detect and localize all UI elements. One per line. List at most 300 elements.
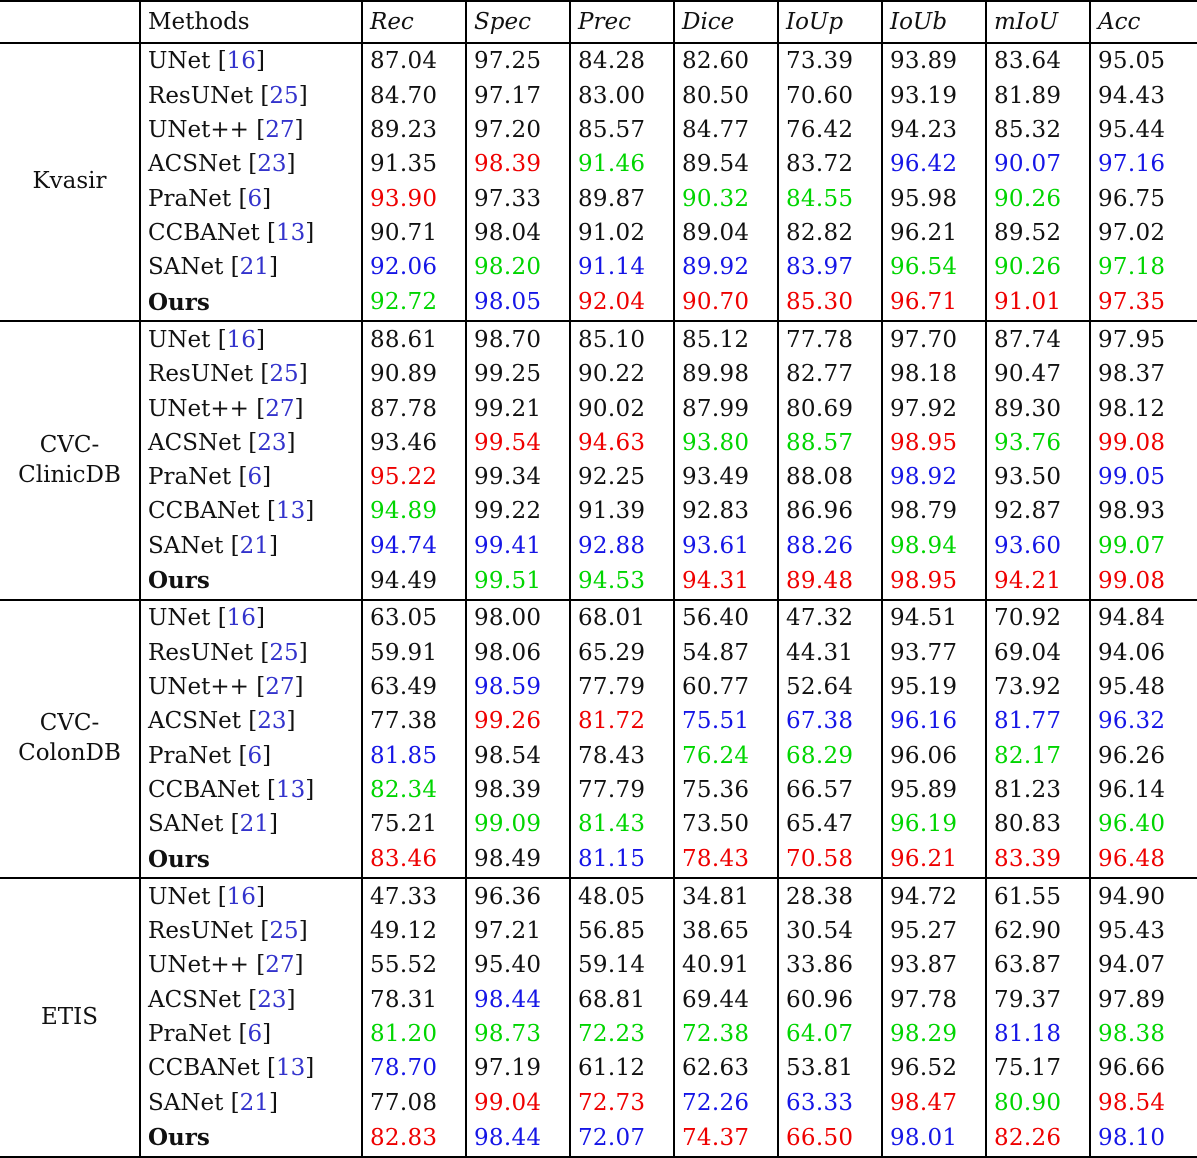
method-cell <box>140 773 362 807</box>
metric-value: 93.87 <box>882 948 986 982</box>
metric-value: 98.01 <box>882 1120 986 1157</box>
citation-bracket-open: [ <box>217 883 227 910</box>
table-row <box>0 494 1197 528</box>
citation-bracket-open: [ <box>260 918 270 945</box>
metric-header-acc: Acc <box>1090 1 1197 43</box>
method-name: UNet++ <box>148 952 249 979</box>
metric-value: 82.82 <box>778 216 882 250</box>
metric-value: 85.32 <box>986 113 1090 147</box>
metric-value: 63.33 <box>778 1086 882 1120</box>
metric-value: 56.40 <box>674 600 778 636</box>
citation-bracket-open: [ <box>256 395 266 422</box>
metric-value: 86.96 <box>778 494 882 528</box>
metric-value: 91.39 <box>570 494 674 528</box>
metric-value: 80.90 <box>986 1086 1090 1120</box>
metric-value: 89.04 <box>674 216 778 250</box>
citation-link[interactable]: 16 <box>226 48 256 75</box>
metric-value: 98.54 <box>1090 1086 1197 1120</box>
citation-bracket-open: [ <box>238 1021 248 1048</box>
citation-bracket-close: ] <box>262 464 272 491</box>
metric-value: 88.26 <box>778 529 882 563</box>
metric-value: 95.44 <box>1090 113 1197 147</box>
metric-value: 54.87 <box>674 636 778 670</box>
metric-value: 77.78 <box>778 321 882 357</box>
citation-link[interactable]: 23 <box>257 986 287 1013</box>
method-cell <box>140 1086 362 1120</box>
method-cell <box>140 321 362 357</box>
citation-bracket-close: ] <box>286 708 296 735</box>
citation-bracket-open: [ <box>267 498 276 525</box>
dataset-label-cvc-clinicdb <box>0 321 140 599</box>
metric-value: 89.87 <box>570 182 674 216</box>
citation-bracket-close: ] <box>286 429 296 456</box>
metric-value: 87.99 <box>674 391 778 425</box>
metric-value: 98.95 <box>882 426 986 460</box>
table-row <box>0 704 1197 738</box>
metric-value: 96.42 <box>882 147 986 181</box>
metric-value: 93.60 <box>986 529 1090 563</box>
citation-bracket-close: ] <box>255 605 265 632</box>
metric-value: 93.49 <box>674 460 778 494</box>
citation-bracket-open: [ <box>217 48 227 75</box>
metric-value: 84.55 <box>778 182 882 216</box>
metric-value: 99.21 <box>466 391 570 425</box>
metric-value: 99.08 <box>1090 563 1197 600</box>
metric-value: 73.39 <box>778 43 882 79</box>
citation-link[interactable]: 13 <box>275 1055 306 1082</box>
metric-value: 94.84 <box>1090 600 1197 636</box>
citation-link[interactable]: 25 <box>269 918 299 945</box>
method-name: UNet++ <box>148 395 249 422</box>
metric-value: 48.05 <box>570 878 674 914</box>
metric-value: 97.21 <box>466 914 570 948</box>
metric-value: 90.26 <box>986 182 1090 216</box>
metric-value: 98.00 <box>466 600 570 636</box>
metric-value: 81.15 <box>570 841 674 878</box>
citation-link[interactable]: 21 <box>239 254 269 281</box>
citation-link[interactable]: 27 <box>265 952 295 979</box>
metric-value: 96.48 <box>1090 841 1197 878</box>
metric-value: 83.97 <box>778 250 882 284</box>
citation-link[interactable]: 27 <box>265 395 295 422</box>
table-row <box>0 600 1197 636</box>
metric-value: 98.92 <box>882 460 986 494</box>
metric-value: 73.92 <box>986 670 1090 704</box>
method-cell <box>140 285 362 322</box>
method-name: ResUNet <box>148 639 254 666</box>
metric-value: 87.74 <box>986 321 1090 357</box>
citation-link[interactable]: 13 <box>275 776 306 803</box>
citation-link[interactable]: 21 <box>239 811 269 838</box>
metric-header-ioup: IoUp <box>778 1 882 43</box>
metric-value: 98.93 <box>1090 494 1197 528</box>
dataset-label-line: ETIS <box>41 1003 98 1030</box>
metric-value: 65.47 <box>778 807 882 841</box>
metric-value: 99.41 <box>466 529 570 563</box>
metric-value: 55.52 <box>362 948 466 982</box>
metric-value: 81.23 <box>986 773 1090 807</box>
method-cell <box>140 1017 362 1051</box>
metric-value: 90.70 <box>674 285 778 322</box>
metric-value: 72.07 <box>570 1120 674 1157</box>
metric-value: 47.33 <box>362 878 466 914</box>
metric-value: 98.49 <box>466 841 570 878</box>
metric-value: 92.72 <box>362 285 466 322</box>
metric-value: 89.30 <box>986 391 1090 425</box>
method-cell <box>140 914 362 948</box>
citation-link[interactable]: 6 <box>247 185 263 212</box>
metric-value: 97.78 <box>882 983 986 1017</box>
metric-value: 78.43 <box>570 738 674 772</box>
metric-value: 60.77 <box>674 670 778 704</box>
citation-bracket-close: ] <box>255 883 265 910</box>
metric-value: 98.04 <box>466 216 570 250</box>
metric-value: 47.32 <box>778 600 882 636</box>
metric-value: 52.64 <box>778 670 882 704</box>
metric-value: 90.47 <box>986 357 1090 391</box>
metric-value: 98.95 <box>882 563 986 600</box>
citation-bracket-open: [ <box>256 674 266 700</box>
metric-value: 85.30 <box>778 285 882 322</box>
citation-link[interactable]: 16 <box>226 883 256 910</box>
citation-bracket-close: ] <box>286 151 296 178</box>
metric-value: 87.04 <box>362 43 466 79</box>
metric-value: 90.71 <box>362 216 466 250</box>
metric-value: 38.65 <box>674 914 778 948</box>
citation-link[interactable]: 25 <box>269 639 299 666</box>
metric-value: 90.02 <box>570 391 674 425</box>
metric-header-rec: Rec <box>362 1 466 43</box>
citation-link[interactable]: 23 <box>257 708 287 735</box>
metric-value: 98.44 <box>466 983 570 1017</box>
method-cell <box>140 1051 362 1085</box>
citation-bracket-open: [ <box>256 117 266 144</box>
metric-value: 98.54 <box>466 738 570 772</box>
citation-bracket-open: [ <box>267 220 276 247</box>
table-body <box>0 43 1197 1157</box>
table-row <box>0 357 1197 391</box>
metric-value: 97.25 <box>466 43 570 79</box>
citation-bracket-close: ] <box>305 498 315 525</box>
method-cell <box>140 738 362 772</box>
metric-value: 99.26 <box>466 704 570 738</box>
metric-value: 94.49 <box>362 563 466 600</box>
metric-value: 88.61 <box>362 321 466 357</box>
method-name: CCBANet <box>148 776 260 803</box>
metric-value: 95.22 <box>362 460 466 494</box>
metric-value: 96.26 <box>1090 738 1197 772</box>
method-name: ACSNet <box>148 708 241 735</box>
citation-bracket-open: [ <box>248 986 258 1013</box>
metric-value: 77.79 <box>570 670 674 704</box>
citation-link[interactable]: 16 <box>226 326 256 353</box>
metric-value: 81.72 <box>570 704 674 738</box>
metric-value: 99.09 <box>466 807 570 841</box>
citation-link[interactable]: 27 <box>265 674 295 700</box>
metric-value: 93.77 <box>882 636 986 670</box>
metric-value: 96.36 <box>466 878 570 914</box>
metric-value: 96.54 <box>882 250 986 284</box>
metric-value: 69.44 <box>674 983 778 1017</box>
metric-value: 70.60 <box>778 79 882 113</box>
citation-bracket-close: ] <box>268 254 278 281</box>
metric-value: 99.25 <box>466 357 570 391</box>
metric-value: 81.77 <box>986 704 1090 738</box>
citation-bracket-open: [ <box>230 254 240 281</box>
metric-value: 65.29 <box>570 636 674 670</box>
table-row <box>0 738 1197 772</box>
metric-value: 96.40 <box>1090 807 1197 841</box>
metric-value: 33.86 <box>778 948 882 982</box>
metric-value: 98.47 <box>882 1086 986 1120</box>
metric-value: 96.16 <box>882 704 986 738</box>
metric-value: 76.42 <box>778 113 882 147</box>
metric-value: 93.90 <box>362 182 466 216</box>
method-name: CCBANet <box>148 220 260 247</box>
metric-value: 70.92 <box>986 600 1090 636</box>
metric-value: 81.89 <box>986 79 1090 113</box>
metric-value: 93.89 <box>882 43 986 79</box>
metric-value: 66.57 <box>778 773 882 807</box>
citation-link[interactable]: 6 <box>247 464 263 491</box>
citation-link[interactable]: 6 <box>247 742 263 769</box>
metric-value: 67.38 <box>778 704 882 738</box>
metric-value: 84.28 <box>570 43 674 79</box>
metric-value: 83.72 <box>778 147 882 181</box>
method-cell <box>140 43 362 79</box>
metric-value: 89.23 <box>362 113 466 147</box>
metric-value: 88.08 <box>778 460 882 494</box>
metric-value: 91.01 <box>986 285 1090 322</box>
metric-value: 94.53 <box>570 563 674 600</box>
metric-value: 72.23 <box>570 1017 674 1051</box>
metric-value: 94.43 <box>1090 79 1197 113</box>
citation-link[interactable]: 23 <box>257 429 287 456</box>
metric-value: 99.05 <box>1090 460 1197 494</box>
metric-value: 81.18 <box>986 1017 1090 1051</box>
metric-value: 93.76 <box>986 426 1090 460</box>
dataset-label-etis <box>0 878 140 1157</box>
metric-value: 85.57 <box>570 113 674 147</box>
metric-value: 99.22 <box>466 494 570 528</box>
metric-value: 90.89 <box>362 357 466 391</box>
table-row <box>0 983 1197 1017</box>
metric-value: 89.92 <box>674 250 778 284</box>
method-name: Ours <box>148 288 210 316</box>
metric-value: 59.14 <box>570 948 674 982</box>
method-cell <box>140 79 362 113</box>
table-row <box>0 636 1197 670</box>
metric-value: 40.91 <box>674 948 778 982</box>
metric-value: 90.07 <box>986 147 1090 181</box>
table-row <box>0 841 1197 878</box>
metric-value: 97.89 <box>1090 983 1197 1017</box>
metric-value: 34.81 <box>674 878 778 914</box>
metric-value: 85.10 <box>570 321 674 357</box>
table-row <box>0 1086 1197 1120</box>
metric-value: 72.26 <box>674 1086 778 1120</box>
metric-value: 68.29 <box>778 738 882 772</box>
metric-value: 96.19 <box>882 807 986 841</box>
metric-value: 97.18 <box>1090 250 1197 284</box>
metric-value: 98.18 <box>882 357 986 391</box>
table-row <box>0 460 1197 494</box>
metric-value: 68.81 <box>570 983 674 1017</box>
citation-link[interactable]: 23 <box>257 151 287 178</box>
metric-value: 59.91 <box>362 636 466 670</box>
dataset-label-kvasir <box>0 43 140 321</box>
citation-link[interactable]: 16 <box>226 605 256 632</box>
citation-link[interactable]: 25 <box>269 361 299 388</box>
method-cell <box>140 147 362 181</box>
metric-header-spec: Spec <box>466 1 570 43</box>
table-row <box>0 321 1197 357</box>
citation-bracket-open: [ <box>260 361 270 388</box>
metric-value: 76.24 <box>674 738 778 772</box>
metric-value: 62.63 <box>674 1051 778 1085</box>
metric-value: 82.26 <box>986 1120 1090 1157</box>
table-row <box>0 563 1197 600</box>
metric-header-ioub: IoUb <box>882 1 986 43</box>
metric-value: 93.19 <box>882 79 986 113</box>
method-name: CCBANet <box>148 1055 260 1082</box>
metric-value: 82.60 <box>674 43 778 79</box>
citation-link[interactable]: 21 <box>239 532 269 559</box>
table-row <box>0 529 1197 563</box>
metric-value: 81.85 <box>362 738 466 772</box>
metric-value: 99.07 <box>1090 529 1197 563</box>
citation-bracket-close: ] <box>294 952 304 979</box>
metric-value: 98.10 <box>1090 1120 1197 1157</box>
metric-value: 75.36 <box>674 773 778 807</box>
metric-value: 74.37 <box>674 1120 778 1157</box>
metric-value: 56.85 <box>570 914 674 948</box>
method-name: ACSNet <box>148 151 241 178</box>
metric-value: 98.79 <box>882 494 986 528</box>
metric-value: 66.50 <box>778 1120 882 1157</box>
metric-value: 44.31 <box>778 636 882 670</box>
metric-value: 95.48 <box>1090 670 1197 704</box>
metric-value: 89.52 <box>986 216 1090 250</box>
citation-link[interactable]: 6 <box>247 1021 263 1048</box>
metric-value: 81.43 <box>570 807 674 841</box>
metric-value: 78.31 <box>362 983 466 1017</box>
metric-value: 94.51 <box>882 600 986 636</box>
metric-value: 94.72 <box>882 878 986 914</box>
citation-bracket-close: ] <box>286 986 296 1013</box>
metric-value: 93.50 <box>986 460 1090 494</box>
table-row <box>0 79 1197 113</box>
metric-value: 60.96 <box>778 983 882 1017</box>
metric-value: 62.90 <box>986 914 1090 948</box>
citation-link[interactable]: 27 <box>265 117 295 144</box>
metric-value: 99.54 <box>466 426 570 460</box>
metric-value: 98.20 <box>466 250 570 284</box>
citation-link[interactable]: 13 <box>275 498 306 525</box>
metric-header-prec: Prec <box>570 1 674 43</box>
method-cell <box>140 494 362 528</box>
citation-link[interactable]: 13 <box>275 220 306 247</box>
metric-value: 78.43 <box>674 841 778 878</box>
metric-value: 81.20 <box>362 1017 466 1051</box>
metric-value: 95.40 <box>466 948 570 982</box>
citation-bracket-close: ] <box>262 742 272 769</box>
metric-header-dice: Dice <box>674 1 778 43</box>
metric-value: 72.38 <box>674 1017 778 1051</box>
metric-value: 83.64 <box>986 43 1090 79</box>
method-name: SANet <box>148 254 224 281</box>
methods-header: Methods <box>140 1 362 43</box>
method-name: ResUNet <box>148 361 254 388</box>
citation-bracket-open: [ <box>217 605 227 632</box>
metric-value: 98.44 <box>466 1120 570 1157</box>
table-row <box>0 1051 1197 1085</box>
metric-value: 98.70 <box>466 321 570 357</box>
citation-bracket-close: ] <box>298 361 308 388</box>
metric-value: 77.08 <box>362 1086 466 1120</box>
table-row <box>0 113 1197 147</box>
method-name: PraNet <box>148 742 232 769</box>
metric-value: 83.00 <box>570 79 674 113</box>
metric-value: 98.06 <box>466 636 570 670</box>
table-row <box>0 43 1197 79</box>
method-name: SANet <box>148 532 224 559</box>
metric-value: 95.43 <box>1090 914 1197 948</box>
method-name: PraNet <box>148 464 232 491</box>
method-cell <box>140 878 362 914</box>
dataset-label-line: CVC- <box>39 710 100 737</box>
method-name: PraNet <box>148 185 232 212</box>
metric-value: 88.57 <box>778 426 882 460</box>
method-name: UNet <box>148 883 211 910</box>
metric-value: 93.61 <box>674 529 778 563</box>
dataset-label-line: Kvasir <box>32 168 107 195</box>
metric-value: 85.12 <box>674 321 778 357</box>
metric-value: 98.37 <box>1090 357 1197 391</box>
corner-cell <box>0 1 140 43</box>
method-cell <box>140 563 362 600</box>
metric-value: 96.32 <box>1090 704 1197 738</box>
citation-bracket-open: [ <box>248 708 258 735</box>
metric-value: 89.98 <box>674 357 778 391</box>
table-row <box>0 391 1197 425</box>
metric-value: 98.94 <box>882 529 986 563</box>
method-cell <box>140 113 362 147</box>
citation-bracket-close: ] <box>262 1021 272 1048</box>
metric-value: 94.63 <box>570 426 674 460</box>
method-name: UNet <box>148 605 211 632</box>
citation-bracket-open: [ <box>217 326 227 353</box>
citation-link[interactable]: 25 <box>269 82 299 109</box>
metric-value: 94.31 <box>674 563 778 600</box>
dataset-label-cvc-colondb <box>0 600 140 878</box>
header-row <box>0 1 1197 43</box>
metric-value: 91.14 <box>570 250 674 284</box>
metric-value: 97.19 <box>466 1051 570 1085</box>
metric-value: 64.07 <box>778 1017 882 1051</box>
dataset-label-line: ColonDB <box>18 740 121 767</box>
metric-value: 82.34 <box>362 773 466 807</box>
metric-value: 90.26 <box>986 250 1090 284</box>
metric-value: 98.29 <box>882 1017 986 1051</box>
citation-bracket-close: ] <box>298 82 308 109</box>
citation-bracket-open: [ <box>260 639 270 666</box>
citation-bracket-close: ] <box>268 532 278 559</box>
method-cell <box>140 426 362 460</box>
metric-value: 73.50 <box>674 807 778 841</box>
metric-value: 97.16 <box>1090 147 1197 181</box>
citation-link[interactable]: 21 <box>239 1089 269 1116</box>
